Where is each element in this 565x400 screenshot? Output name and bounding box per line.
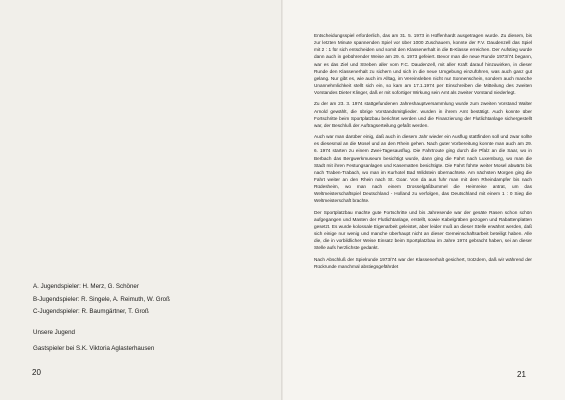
page-number-left: 20 xyxy=(32,368,41,377)
b-youth-players: B-Jugendspieler: R. Singele, A. Reimuth, W. Groß xyxy=(33,295,170,303)
paragraph: Zu der am 23. 3. 1974 stattgefundenen Jahreshauptversammlung wurde zum zweiten Vorstand Walter Arnold gewählt, die übrige Vorstandsmitglieder. wurden in ihrem Amt bestätigt. Auch konnte über Fortschritte beim Sportplatzbau berichtet werden und die Finanzierung der Flutlichtanlage sichergestellt war, der Beschluß der Auftragserteilung gefaßt werden. xyxy=(314,101,532,128)
paragraph: Nach Abschluß der Spielrunde 1973/74 war der Klassenerhalt gesichert, trotzdem, daß wir während der Rückrunde manchmal abstiegsgefährdet xyxy=(314,256,532,269)
paragraph: Auch war man darüber einig, daß auch in diesem Jahr wieder ein Ausflug stattfinden soll und zwar sollte es diesesmal an die Mosel und an den Rhein gehen. Nach guter Vorbereitung konnte man auch am 29. 6. 1974 starten zu einem Zwei-Tagesausflug. Die Fahrtroute ging durch die Pfalz an die Saar, wo in Berbach das Bergwerkmuseum besichtigt wurde, dann ging die Fahrt nach Luxemburg, wo man die Stadt mit ihren Festungsanlagen und Kasematten besichtigte. Die Fahrt führte weiter Mosel abwärts bis nach Traben-Trabach, wo man im Kurhotel Bad Wildstein übernachtete. Am nächsten Morgen ging die Fahrt weiter an den Rhein nach St. Goar. Von da aus fuhr man mit dem Rheindampfer bis nach Rüdesheim, wo man nach einem Drosselgäßbummel die Heimreise antrat, um das Weltmeisterschaftspiel Deutschland - Holland zu verfolgen, das Deutschland mit einem 1 : 0 Sieg die Weltmeisterschaft brachte. xyxy=(314,134,532,204)
youth-heading: Unsere Jugend xyxy=(33,329,75,336)
guest-player-note: Gastspieler bei S.K. Viktoria Aglasterhausen xyxy=(33,345,155,352)
page-number-right: 21 xyxy=(517,370,526,379)
chronicle-text xyxy=(314,32,532,274)
youth-players-list xyxy=(33,281,273,319)
paragraph: Entscheidungsspiel erforderlich, das am 31. 5. 1973 in Hüffenhardt ausgetragen wurde. Zu diesem, bis zur letzten Minute spannenden Spiel vor über 1000 Zuschauern, konnte der F.V. Daudenzell das Spiel mit 2 : 1 für sich entscheiden und somit den Klassenerhalt in die B-Klasse erreichen. Der Aufstieg wurde dann auch in gebührender Weise am 29. 6. 1973 gefeiert. Bevor man die neue Runde 1973/74 begann, war es das Ziel und Streben aller vom F.C. Daudenzell, mit aller Kraft darauf hinzuwirken, in dieser Runde den Klassenerhalt zu sichern und sich in die neue Umgebung einzuführen, was auch ganz gut gelang. Nur gibt es, wie auch im Alltag, im Vereinsleben nicht nur Sonnenschein, sondern auch manche Unannehmlichkeit stellt sich ein, so kam am 17.1.1974 per Einschreiben die Mitteilung des zweiten Vorstandes Dieter Klinger, daß er mit sofortiger Wirkung sein Amt als zweiter Vorstand niederlegt. xyxy=(314,33,532,96)
a-youth-players: A. Jugendspieler: H. Merz, G. Schöner xyxy=(33,283,139,290)
paragraph: Der Sportplatzbau machte gute Fortschritte und bis Jahresende war der gesäte Rasen schon schön aufgegangen und Masten der Flutlichtanlage, erstellt, sowie Kabelgräben gezogen und Rabattenplatten gesetzt. Es wurde kolossale Eigenarbeit geleistet, aber leider muß an dieser Stelle erwähnt werden, daß sich einige nur wenig und manche überhaupt nicht an dieser Gemeinschaftsarbeit beteiligt haben. Alle die, die in vorbildlicher Weise Einsatz beim Sportplatzbau im Jahre 1974 gebracht haben, sei an dieser Stelle aufs herzlichste gedankt. xyxy=(314,209,532,251)
c-youth-players: C-Jugendspieler: R. Baumgärtner, T. Groß xyxy=(33,308,149,315)
left-page xyxy=(0,0,282,400)
